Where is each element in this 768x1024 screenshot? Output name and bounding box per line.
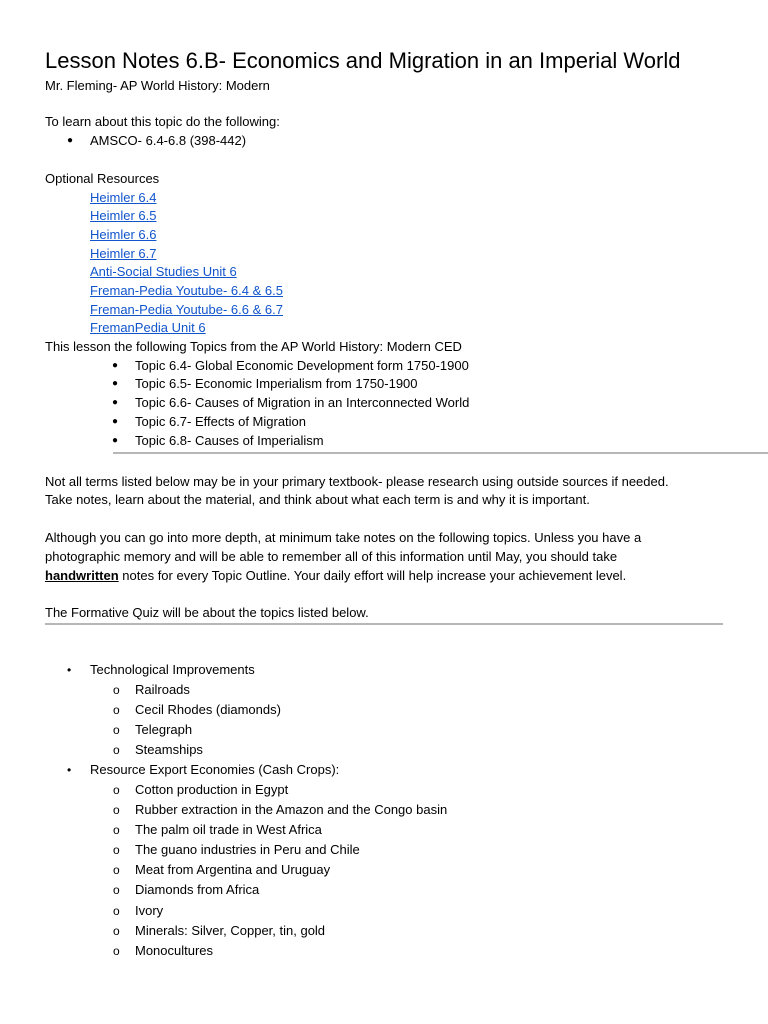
para2-line1: Although you can go into more depth, at minimum take notes on the following topics. Unless you have a bbox=[45, 530, 642, 545]
link-anti-social-studies[interactable]: Anti-Social Studies Unit 6 bbox=[90, 264, 237, 279]
outline-subitem-label: Steamships bbox=[135, 742, 203, 757]
outline-subitem-label: Cecil Rhodes (diamonds) bbox=[135, 702, 281, 717]
page-subtitle: Mr. Fleming- AP World History: Modern bbox=[45, 78, 270, 93]
para1-line1: Not all terms listed below may be in your primary textbook- please research using outside sources if needed. bbox=[45, 474, 669, 489]
reading-item bbox=[67, 132, 247, 150]
ced-topic-item bbox=[112, 357, 469, 375]
ced-topic-item bbox=[112, 432, 324, 450]
bullet-icon: ● bbox=[112, 360, 119, 371]
outline-subitem-label: Ivory bbox=[135, 903, 164, 918]
circle-bullet-icon: o bbox=[113, 743, 120, 757]
bullet-icon: ● bbox=[112, 397, 119, 408]
outline-subitem-label: Telegraph bbox=[135, 722, 193, 737]
outline-subitem-label: Meat from Argentina and Uruguay bbox=[135, 862, 331, 877]
outline-topic bbox=[67, 661, 255, 679]
link-heimler-6-5[interactable]: Heimler 6.5 bbox=[90, 208, 157, 223]
outline-subitem-label: Monocultures bbox=[135, 943, 214, 958]
outline-subitem bbox=[113, 881, 260, 899]
circle-bullet-icon: o bbox=[113, 683, 120, 697]
circle-bullet-icon: o bbox=[113, 863, 120, 877]
outline-subitem bbox=[113, 841, 360, 859]
outline-subitem-label: Minerals: Silver, Copper, tin, gold bbox=[135, 923, 326, 938]
outline-subitem bbox=[113, 801, 448, 819]
outline-subitem bbox=[113, 942, 214, 960]
optional-heading: Optional Resources bbox=[45, 171, 160, 186]
bullet-icon: • bbox=[67, 763, 72, 777]
outline-subitem-label: Diamonds from Africa bbox=[135, 882, 260, 897]
circle-bullet-icon: o bbox=[113, 703, 120, 717]
page-title: Lesson Notes 6.B- Economics and Migration in an Imperial World bbox=[45, 48, 681, 73]
outline-subitem bbox=[113, 861, 331, 879]
reading-label: AMSCO- 6.4-6.8 (398-442) bbox=[90, 133, 247, 148]
bullet-icon: ● bbox=[112, 416, 119, 427]
intro-text: To learn about this topic do the following: bbox=[45, 114, 280, 129]
circle-bullet-icon: o bbox=[113, 924, 120, 938]
bullet-icon: ● bbox=[112, 378, 119, 389]
circle-bullet-icon: o bbox=[113, 883, 120, 897]
outline-subitem-label: Cotton production in Egypt bbox=[135, 782, 289, 797]
circle-bullet-icon: o bbox=[113, 723, 120, 737]
outline-subitem bbox=[113, 681, 190, 699]
ced-topic-item bbox=[112, 413, 307, 431]
outline-subitem bbox=[113, 721, 193, 739]
outline-subitem bbox=[113, 821, 322, 839]
outline-topic bbox=[67, 761, 340, 779]
outline-subitem-label: Railroads bbox=[135, 682, 190, 697]
horizontal-rule bbox=[113, 452, 768, 454]
outline-topic-label: Resource Export Economies (Cash Crops): bbox=[90, 762, 340, 777]
ced-topic-label: Topic 6.4- Global Economic Development form 1750-1900 bbox=[135, 358, 469, 373]
outline-topic-label: Technological Improvements bbox=[90, 662, 255, 677]
link-heimler-6-7[interactable]: Heimler 6.7 bbox=[90, 246, 157, 261]
link-fremanpedia-6-4-6-5[interactable]: Freman-Pedia Youtube- 6.4 & 6.5 bbox=[90, 283, 283, 298]
circle-bullet-icon: o bbox=[113, 783, 120, 797]
ced-topic-label: Topic 6.5- Economic Imperialism from 1750-1900 bbox=[135, 376, 418, 391]
bullet-icon: ● bbox=[112, 435, 119, 446]
ced-intro: This lesson the following Topics from the AP World History: Modern CED bbox=[45, 339, 462, 354]
outline-subitem bbox=[113, 922, 326, 940]
outline-subitem bbox=[113, 741, 203, 759]
circle-bullet-icon: o bbox=[113, 823, 120, 837]
link-heimler-6-4[interactable]: Heimler 6.4 bbox=[90, 190, 157, 205]
circle-bullet-icon: o bbox=[113, 843, 120, 857]
ced-topic-label: Topic 6.8- Causes of Imperialism bbox=[135, 433, 324, 448]
para2-line2: photographic memory and will be able to remember all of this information until May, you should take bbox=[45, 549, 618, 564]
ced-topic-item bbox=[112, 394, 470, 412]
ced-topic-label: Topic 6.7- Effects of Migration bbox=[135, 414, 307, 429]
outline-subitem-label: The palm oil trade in West Africa bbox=[135, 822, 322, 837]
circle-bullet-icon: o bbox=[113, 904, 120, 918]
para1-line2: Take notes, learn about the material, and think about what each term is and why it is important. bbox=[45, 492, 590, 507]
outline-subitem-label: The guano industries in Peru and Chile bbox=[135, 842, 360, 857]
outline-subitem bbox=[113, 701, 281, 719]
ced-topic-label: Topic 6.6- Causes of Migration in an Interconnected World bbox=[135, 395, 470, 410]
circle-bullet-icon: o bbox=[113, 944, 120, 958]
bullet-icon: • bbox=[67, 663, 72, 677]
quiz-note: The Formative Quiz will be about the topics listed below. bbox=[45, 605, 369, 620]
circle-bullet-icon: o bbox=[113, 803, 120, 817]
para2-line3-rest: notes for every Topic Outline. Your daily effort will help increase your achievement level. bbox=[118, 568, 627, 583]
para2-line3 bbox=[45, 567, 626, 585]
ced-topic-item bbox=[112, 375, 418, 393]
horizontal-rule bbox=[45, 623, 723, 625]
bullet-icon: ● bbox=[67, 135, 74, 146]
link-fremanpedia-6-6-6-7[interactable]: Freman-Pedia Youtube- 6.6 & 6.7 bbox=[90, 302, 283, 317]
outline-subitem bbox=[113, 902, 164, 920]
link-heimler-6-6[interactable]: Heimler 6.6 bbox=[90, 227, 157, 242]
outline-subitem-label: Rubber extraction in the Amazon and the Congo basin bbox=[135, 802, 448, 817]
link-fremanpedia-unit-6[interactable]: FremanPedia Unit 6 bbox=[90, 320, 206, 335]
handwritten-emphasis: handwritten bbox=[45, 568, 119, 583]
outline-subitem bbox=[113, 781, 289, 799]
